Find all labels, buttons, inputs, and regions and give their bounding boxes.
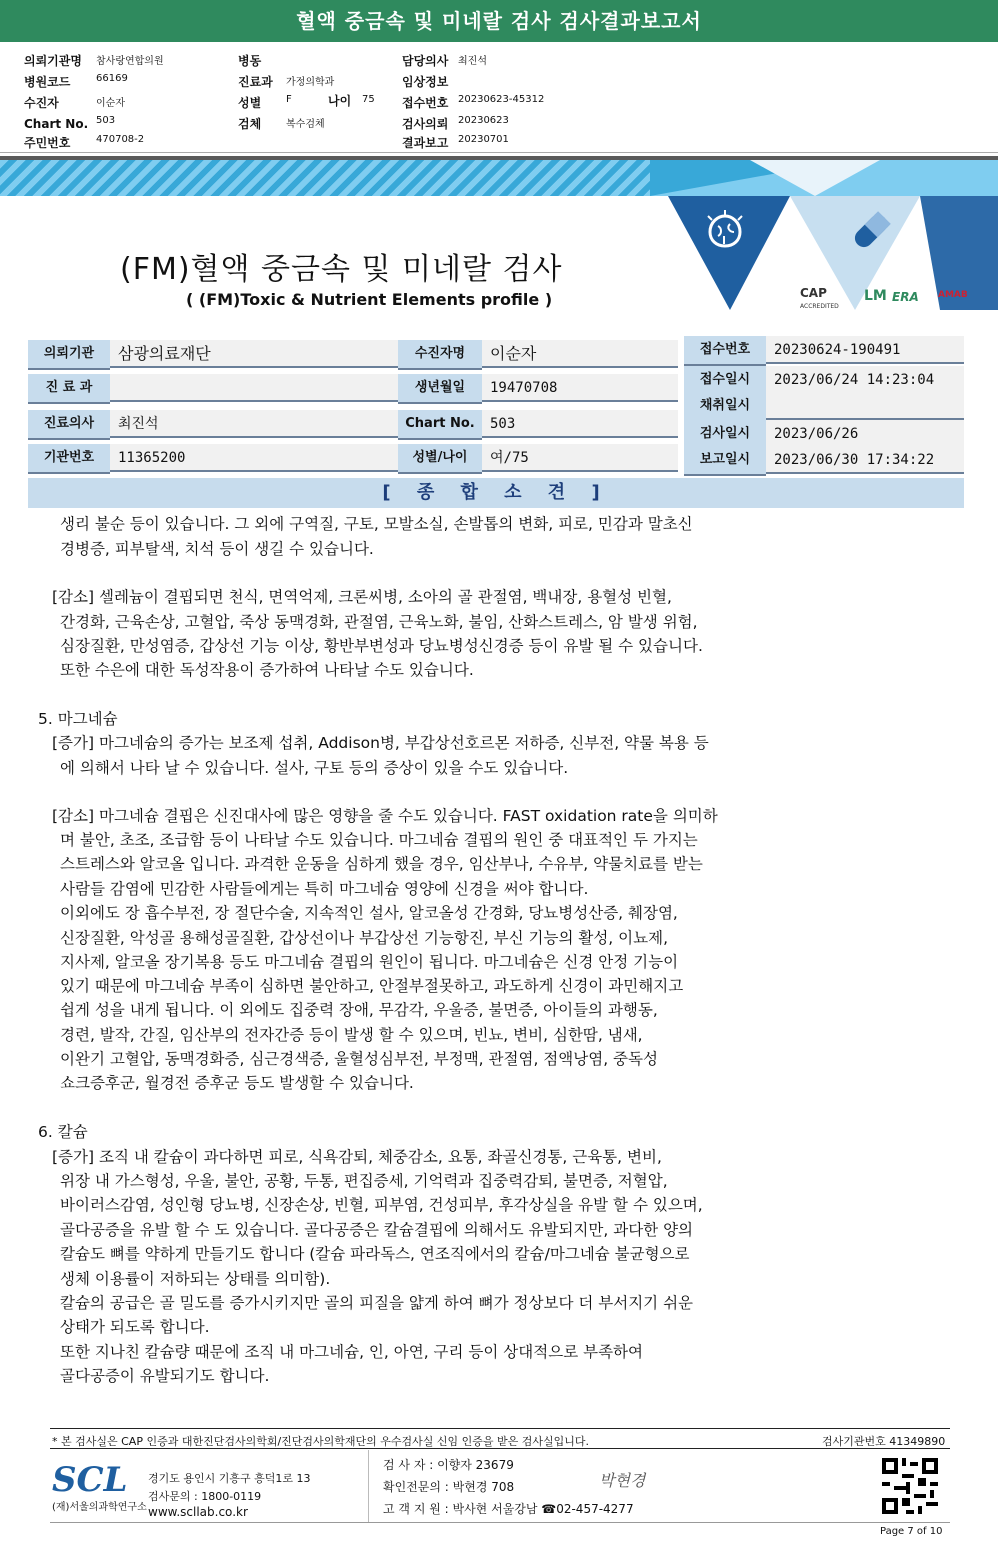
section-heading: 5. 마그네슘	[38, 710, 118, 728]
text-line: 사람들 감염에 민감한 사람들에게는 특히 마그네슘 영양에 신경을 써야 합니다.	[60, 880, 589, 898]
brain-icon	[700, 210, 750, 254]
confirming-doctor: 확인전문의 : 박현경 708	[383, 1480, 515, 1494]
age-value: 75	[362, 94, 375, 105]
info-label: 의뢰기관	[28, 340, 110, 370]
text-line: 간경화, 근육손상, 고혈압, 죽상 동맥경화, 관절염, 근육노화, 불임, 산화스트레스, 암 발생 위험,	[60, 613, 698, 631]
text-line: 생체 이용률이 저하되는 상태를 의미함).	[60, 1270, 331, 1288]
info-label: 생년월일	[398, 374, 482, 404]
info-label: Chart No.	[398, 410, 482, 440]
section-heading: 6. 칼슘	[38, 1123, 88, 1141]
info-value	[766, 392, 964, 420]
page-title: (FM)혈액 중금속 및 미네랄 검사	[120, 252, 563, 287]
info-value	[110, 374, 398, 402]
text-line: 골다공증을 유발 할 수 도 있습니다. 골다공증은 칼슘결핍에 의해서도 유발되지만, 과다한 양의	[60, 1221, 694, 1239]
info-label: 성별/나이	[398, 444, 482, 474]
label: 주민번호	[24, 136, 71, 150]
info-label: 접수번호	[684, 336, 766, 366]
label: 의뢰기관명	[24, 54, 82, 68]
value: 참사랑연합의원	[96, 56, 164, 67]
signature: 박현경	[599, 1471, 646, 1490]
era-logo: ERA	[892, 290, 919, 304]
label: 접수번호	[402, 96, 449, 110]
summary-heading: [ 종 합 소 견 ]	[28, 478, 964, 508]
address: 경기도 용인시 기흥구 흥덕1로 13	[148, 1472, 311, 1485]
text-line: 경병증, 피부탈색, 치석 등이 생길 수 있습니다.	[60, 540, 374, 558]
value: 가정의학과	[286, 77, 335, 88]
text-line: 쇼크증후군, 월경전 증후군 등도 발생할 수 있습니다.	[60, 1074, 414, 1092]
customer-support: 고 객 지 원 : 박사현 서울강남 ☎02-457-4277	[383, 1502, 634, 1516]
text-line: 쉽게 성을 내게 됩니다. 이 외에도 집중력 장애, 무감각, 우울증, 불면증, 아이들의 과행동,	[60, 1001, 658, 1019]
qr-code	[882, 1458, 938, 1514]
info-value: 이순자	[482, 340, 678, 368]
info-value: 503	[482, 410, 678, 438]
text-line: 또한 수은에 대한 독성작용이 증가하여 나타날 수도 있습니다.	[60, 661, 474, 679]
staff-box	[368, 1450, 863, 1522]
text-line: 심장질환, 만성염증, 갑상선 기능 이상, 황반부변성과 당뇨병성신경증 등이 유발 될 수 있습니다.	[60, 637, 703, 655]
text-line: 생리 불순 등이 있습니다. 그 외에 구역질, 구토, 모발소실, 손발톱의 변화, 피로, 민감과 말초신	[60, 515, 693, 533]
info-label: 채취일시	[684, 392, 766, 422]
scl-logo-sub: (재)서울의과학연구소	[52, 1502, 147, 1513]
page-number: Page 7 of 10	[880, 1526, 943, 1537]
text-line: 바이러스감염, 성인형 당뇨병, 신장손상, 빈혈, 피부염, 건성피부, 후각상실을 유발 할 수 있으며,	[60, 1196, 703, 1214]
info-table	[0, 336, 998, 476]
label: 성별	[238, 96, 262, 110]
label: 진료과	[238, 75, 273, 89]
value: 이순자	[96, 98, 125, 109]
footer-divider	[50, 1428, 950, 1429]
page-subtitle: ( (FM)Toxic & Nutrient Elements profile )	[186, 290, 553, 309]
header-divider-thin	[0, 152, 998, 153]
value: 20230701	[458, 134, 509, 145]
info-value: 2023/06/24 14:23:04	[766, 366, 964, 394]
text-line: 에 의해서 나타 날 수 있습니다. 설사, 구토 등의 증상이 있을 수도 있습니다.	[60, 759, 569, 777]
text-line: 칼슘의 공급은 골 밀도를 증가시키지만 골의 피질을 얇게 하여 뼈가 정상보다 더 부서지기 쉬운	[60, 1294, 694, 1312]
info-value: 2023/06/30 17:34:22	[766, 446, 964, 474]
text-line: 이완기 고혈압, 동맥경화증, 심근경색증, 울혈성심부전, 부정맥, 관절염, 점액낭염, 중독성	[60, 1050, 658, 1068]
value: 503	[96, 115, 116, 126]
value: 복수검체	[286, 119, 325, 130]
age-label: 나이	[328, 94, 352, 108]
text-line: [감소] 셀레늄이 결핍되면 천식, 면역억제, 크론씨병, 소아의 골 관절염, 백내장, 용혈성 빈혈,	[52, 588, 672, 606]
info-label: 검사일시	[684, 420, 766, 450]
value: 20230623-45312	[458, 94, 545, 105]
text-line: 또한 지나친 칼슘량 때문에 조직 내 마그네슘, 인, 아연, 구리 등이 상대적으로 부족하여	[60, 1343, 643, 1361]
info-value: 19470708	[482, 374, 678, 402]
report-title-bar: 혈액 중금속 및 미네랄 검사 검사결과보고서	[0, 0, 998, 42]
pill-icon	[848, 208, 894, 254]
info-label: 기관번호	[28, 444, 110, 474]
text-line: 이외에도 장 흡수부전, 장 절단수술, 지속적인 설사, 알코올성 간경화, 당뇨병성산증, 췌장염,	[60, 904, 678, 922]
info-value: 최진석	[110, 410, 398, 438]
footer-bottom-divider	[50, 1522, 950, 1523]
text-line: [증가] 마그네슘의 증가는 보조제 섭취, Addison병, 부갑상선호르몬 저하증, 신부전, 약물 복용 등	[52, 734, 709, 752]
text-line: 경련, 발작, 간질, 임산부의 전자간증 등이 발생 할 수 있으며, 빈뇨, 변비, 심한땀, 냄새,	[60, 1026, 643, 1044]
label: 병원코드	[24, 75, 71, 89]
tester: 검 사 자 : 이향자 23679	[383, 1458, 514, 1472]
stripe-band	[0, 160, 660, 196]
footer-note: * 본 검사실은 CAP 인증과 대한진단검사의학회/진단검사의학재단의 우수검사실 신임 인증을 받은 검사실입니다.	[52, 1435, 590, 1448]
scl-logo-text: SCL	[52, 1460, 128, 1500]
phone: 검사문의 : 1800-0119	[148, 1490, 262, 1503]
info-value: 삼광의료재단	[110, 340, 398, 368]
text-line: 지사제, 알코올 장기복용 등도 마그네슘 결핍의 원인이 됩니다. 마그네슘은 신경 안정 기능이	[60, 953, 679, 971]
info-label: 접수일시	[684, 366, 766, 396]
text-line: 상태가 되도록 합니다.	[60, 1318, 210, 1336]
label: 수진자	[24, 96, 59, 110]
label: 결과보고	[402, 136, 449, 150]
label: 검사의뢰	[402, 117, 449, 131]
info-label: 보고일시	[684, 446, 766, 476]
label: 임상정보	[402, 75, 449, 89]
cap-logo	[800, 286, 839, 311]
website-link[interactable]: www.scllab.co.kr	[148, 1505, 248, 1519]
header-info	[0, 44, 998, 152]
info-label: 진 료 과	[28, 374, 110, 404]
value: 최진석	[458, 56, 487, 67]
text-line: 신장질환, 악성골 용해성골질환, 갑상선이나 부갑상선 기능항진, 부신 기능의 활성, 이뇨제,	[60, 929, 669, 947]
value: F	[286, 94, 292, 105]
text-line: 며 불안, 초조, 조급함 등이 나타날 수도 있습니다. 마그네슘 결핍의 원인 중 대표적인 두 가지는	[60, 831, 698, 849]
value: 20230623	[458, 115, 509, 126]
info-value: 2023/06/26	[766, 420, 964, 448]
text-line: 스트레스와 알코올 입니다. 과격한 운동을 심하게 했을 경우, 임산부나, 수유부, 약물치료를 받는	[60, 855, 703, 873]
label: Chart No.	[24, 117, 89, 131]
cap-logo-text: CAP	[800, 286, 827, 300]
text-line: 위장 내 가스형성, 우울, 불안, 공황, 두통, 편집증세, 기억력과 집중력감퇴, 불면증, 저혈압,	[60, 1172, 668, 1190]
info-value: 11365200	[110, 444, 398, 472]
label: 담당의사	[402, 54, 449, 68]
org-number: 검사기관번호 41349890	[822, 1435, 946, 1448]
text-line: 칼슘도 뼈를 약하게 만들기도 합니다 (칼슘 파라독스, 연조직에서의 칼슘/마그네슘 불균형으로	[60, 1245, 690, 1263]
text-line: 골다공증이 유발되기도 합니다.	[60, 1367, 270, 1385]
value: 470708-2	[96, 134, 145, 145]
info-label: 수진자명	[398, 340, 482, 370]
footer-divider	[50, 1448, 950, 1449]
text-line: [증가] 조직 내 칼슘이 과다하면 피로, 식욕감퇴, 체중감소, 요통, 좌골신경통, 근육통, 변비,	[52, 1148, 662, 1166]
info-value: 20230624-190491	[766, 336, 964, 364]
amab-logo: AMAB	[938, 290, 968, 300]
scl-logo	[52, 1460, 147, 1513]
info-label: 진료의사	[28, 410, 110, 440]
lm-logo: LM	[864, 288, 887, 304]
value: 66169	[96, 73, 128, 84]
text-line: [감소] 마그네슘 결핍은 신진대사에 많은 영향을 줄 수도 있습니다. FAST oxidation rate을 의미하	[52, 807, 718, 825]
text-line: 있기 때문에 마그네슘 부족이 심하면 불안하고, 안절부절못하고, 과도하게 신경이 과민해지고	[60, 977, 684, 995]
label: 검체	[238, 117, 262, 131]
info-value: 여/75	[482, 444, 678, 472]
label: 병동	[238, 54, 262, 68]
cap-logo-sub: ACCREDITED	[800, 303, 839, 310]
